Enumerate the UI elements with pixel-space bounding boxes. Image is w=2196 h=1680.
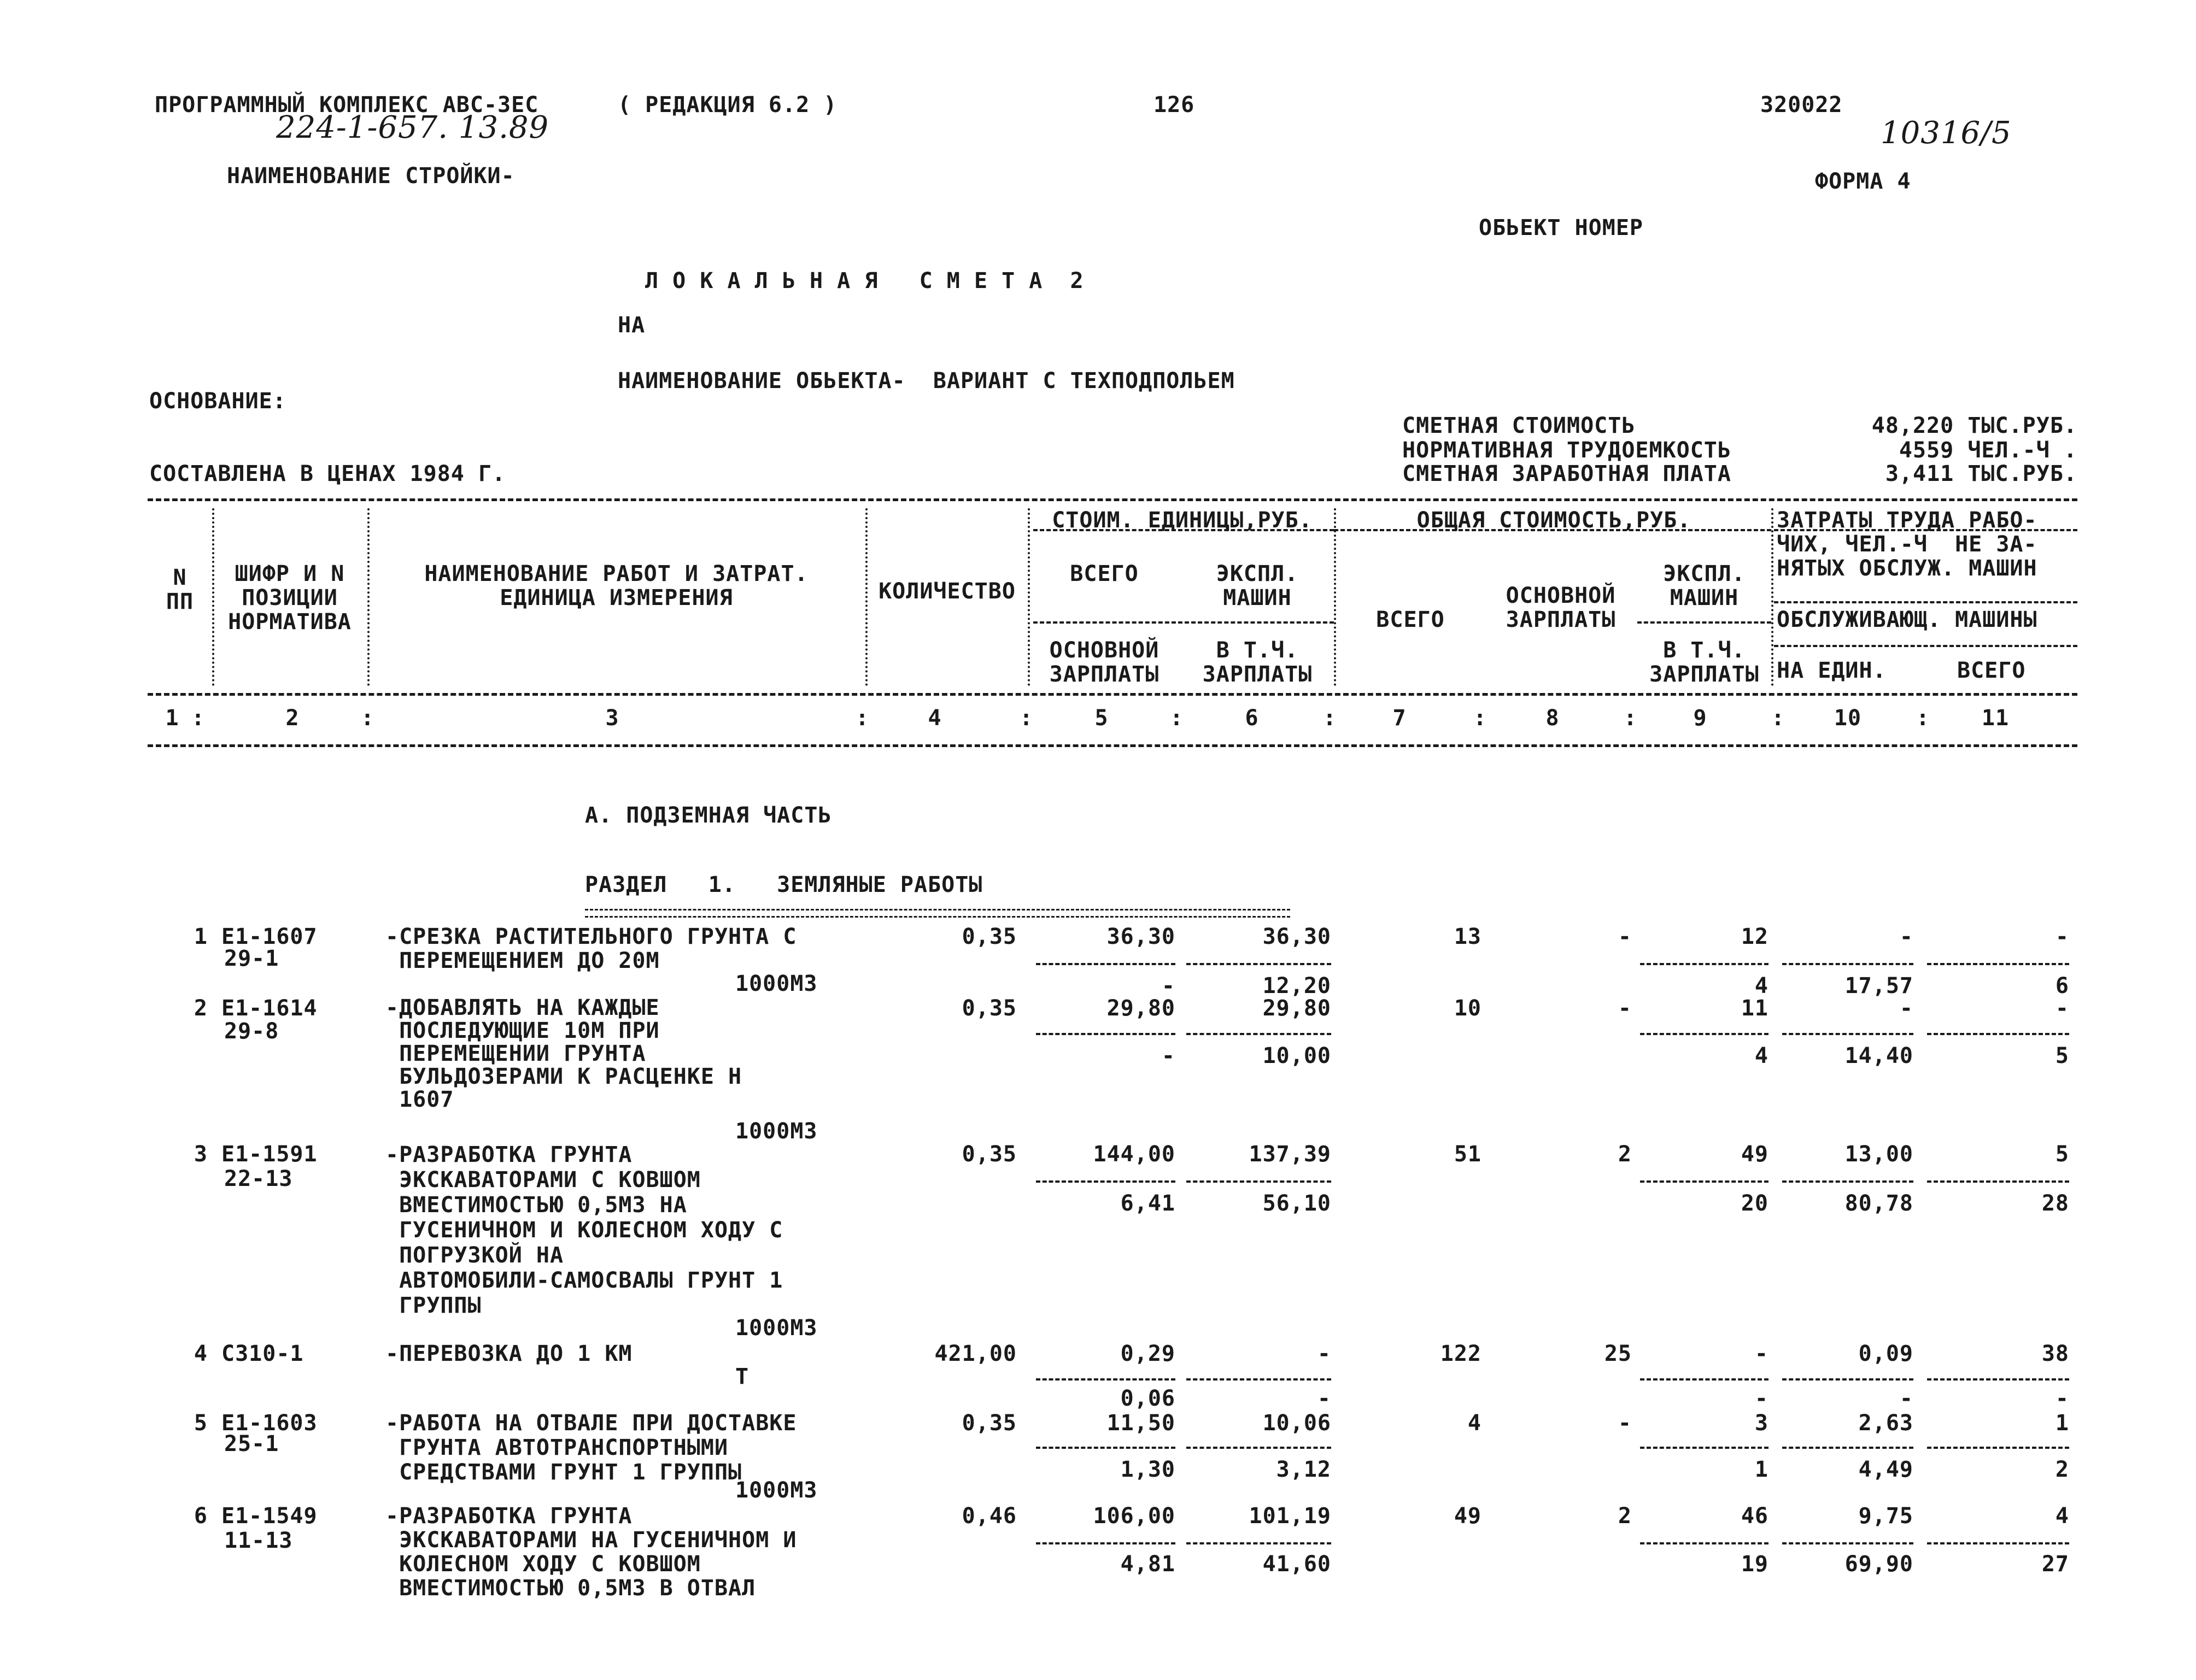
row-divider bbox=[1782, 1033, 1913, 1035]
col-header-total-all: ВСЕГО bbox=[1376, 607, 1445, 632]
row-divider bbox=[1640, 1447, 1768, 1449]
col-header-labor-machines: ОБСЛУЖИВАЮЩ. МАШИНЫ bbox=[1777, 607, 2037, 632]
row-unit-total: 144,00 bbox=[1093, 1142, 1175, 1167]
col-sep: : bbox=[1473, 706, 1488, 731]
row-divider bbox=[1186, 1180, 1331, 1183]
row-number: 3 bbox=[194, 1142, 208, 1167]
row-total-basic-wage: - bbox=[1618, 996, 1632, 1021]
row-work-name: -РАЗРАБОТКА ГРУНТА ЭКСКАВАТОРАМИ С КОВШОМ ВМЕСТИМОСТЬЮ 0,5М3 НА ГУСЕНИЧНОМ И КОЛЕСНОМ ХОДУ С ПОГРУЗКОЙ НА АВТОМОБИЛИ-САМОСВАЛЫ ГРУНТ 1 ГРУППЫ bbox=[385, 1142, 783, 1318]
row-divider bbox=[1640, 1033, 1768, 1035]
col-header-total-basic-wage: ОСНОВНОЙ ЗАРПЛАТЫ bbox=[1506, 583, 1616, 632]
row-unit-basic-wage: 1,30 bbox=[1120, 1457, 1175, 1482]
row-unit-total: 11,50 bbox=[1106, 1411, 1175, 1436]
row-total-basic-wage: - bbox=[1618, 1411, 1632, 1436]
row-divider bbox=[1186, 1033, 1331, 1035]
row-labor-per-unit: - bbox=[1899, 996, 1913, 1021]
col-divider bbox=[1771, 508, 1773, 686]
col-header-unit-incl-wage: В Т.Ч. ЗАРПЛАТЫ bbox=[1202, 638, 1313, 687]
form-label: ФОРМА 4 bbox=[1815, 169, 1911, 194]
row-unit-incl-wage: 56,10 bbox=[1262, 1191, 1331, 1216]
col-number-2: 2 bbox=[285, 706, 300, 731]
row-total-machines: 12 bbox=[1741, 924, 1768, 949]
col-number-8: 8 bbox=[1545, 706, 1560, 731]
row-unit-incl-wage: 12,20 bbox=[1262, 973, 1331, 998]
sub-rule bbox=[1774, 645, 2077, 647]
row-code: Е1-1614 bbox=[221, 996, 318, 1021]
row-code-sub: 29-1 bbox=[224, 946, 279, 971]
row-unit-incl-wage: 41,60 bbox=[1262, 1552, 1331, 1577]
row-divider bbox=[1036, 963, 1175, 965]
row-total-incl-wage: 4 bbox=[1754, 973, 1768, 998]
row-divider bbox=[1782, 1542, 1913, 1544]
row-number: 5 bbox=[194, 1411, 208, 1436]
row-unit-total: 0,29 bbox=[1120, 1341, 1175, 1366]
row-labor-per-unit: 13,00 bbox=[1844, 1142, 1913, 1167]
row-total: 4 bbox=[1467, 1411, 1481, 1436]
col-header-total-cost: ОБЩАЯ СТОИМОСТЬ,РУБ. bbox=[1416, 508, 1691, 533]
header-bottom-rule bbox=[148, 744, 2077, 747]
row-labor-total: - bbox=[2055, 924, 2069, 949]
row-total-incl-wage: 19 bbox=[1741, 1552, 1768, 1577]
sub-rule bbox=[1637, 621, 1771, 624]
summary-label-wage: СМЕТНАЯ ЗАРАБОТНАЯ ПЛАТА bbox=[1402, 461, 1731, 486]
part-title: А. ПОДЗЕМНАЯ ЧАСТЬ bbox=[585, 803, 832, 828]
row-total: 51 bbox=[1454, 1142, 1481, 1167]
row-divider bbox=[1640, 1542, 1768, 1544]
estimate-for: НА bbox=[618, 313, 646, 338]
col-header-labor: ЗАТРАТЫ ТРУДА РАБО- ЧИХ, ЧЕЛ.-Ч НЕ ЗА- НЯТЫХ ОБСЛУЖ. МАШИН bbox=[1777, 508, 2037, 581]
row-divider bbox=[1927, 1378, 2069, 1381]
row-code: Е1-1591 bbox=[221, 1142, 318, 1167]
col-header-quantity: КОЛИЧЕСТВО bbox=[879, 579, 1016, 604]
row-code: Е1-1549 bbox=[221, 1503, 318, 1529]
section-title: РАЗДЕЛ 1. ЗЕМЛЯНЫЕ РАБОТЫ bbox=[585, 872, 983, 897]
row-total: 122 bbox=[1440, 1341, 1481, 1366]
col-number-5: 5 bbox=[1094, 706, 1109, 731]
col-sep: : bbox=[1771, 706, 1785, 731]
row-labor-machines-total: 27 bbox=[2041, 1552, 2069, 1577]
row-work-name: -СРЕЗКА РАСТИТЕЛЬНОГО ГРУНТА С ПЕРЕМЕЩЕНИЕМ ДО 20М bbox=[385, 924, 797, 973]
row-work-name: -ПЕРЕВОЗКА ДО 1 КМ bbox=[385, 1341, 633, 1366]
edition: ( РЕДАКЦИЯ 6.2 ) bbox=[618, 92, 838, 118]
row-total-basic-wage: 25 bbox=[1604, 1341, 1632, 1366]
row-total-incl-wage: 20 bbox=[1741, 1191, 1768, 1216]
row-divider bbox=[1036, 1378, 1175, 1381]
object-number-label: ОБЬЕКТ НОМЕР bbox=[1479, 215, 1643, 240]
row-unit-machines: 10,06 bbox=[1262, 1411, 1331, 1436]
row-total-machines: 3 bbox=[1754, 1411, 1768, 1436]
row-divider bbox=[1927, 1447, 2069, 1449]
row-unit-incl-wage: 3,12 bbox=[1276, 1457, 1331, 1482]
row-unit-basic-wage: - bbox=[1161, 973, 1175, 998]
col-number-7: 7 bbox=[1392, 706, 1407, 731]
row-labor-total: 38 bbox=[2041, 1341, 2069, 1366]
row-total-machines: - bbox=[1754, 1341, 1768, 1366]
col-number-3: 3 bbox=[605, 706, 619, 731]
row-quantity: 0,35 bbox=[962, 1142, 1017, 1167]
row-labor-per-unit: - bbox=[1899, 924, 1913, 949]
row-labor-machines-unit: 14,40 bbox=[1844, 1043, 1913, 1068]
construction-name-label: НАИМЕНОВАНИЕ СТРОЙКИ- bbox=[227, 163, 515, 189]
row-total-machines: 46 bbox=[1741, 1503, 1768, 1529]
prices-basis: СОСТАВЛЕНА В ЦЕНАХ 1984 Г. bbox=[149, 461, 506, 486]
row-divider bbox=[1782, 1378, 1913, 1381]
col-divider bbox=[1334, 508, 1336, 686]
row-quantity: 421,00 bbox=[934, 1341, 1017, 1366]
col-divider bbox=[1028, 508, 1030, 686]
col-number-1: 1 bbox=[165, 706, 179, 731]
row-code: Е1-1607 bbox=[221, 924, 318, 949]
row-divider bbox=[1186, 963, 1331, 965]
basis-label: ОСНОВАНИЕ: bbox=[149, 389, 286, 414]
section-underline bbox=[585, 909, 1290, 918]
header-top-rule bbox=[148, 498, 2077, 501]
col-sep: : bbox=[361, 706, 375, 731]
col-header-unit-cost: СТОИМ. ЕДИНИЦЫ,РУБ. bbox=[1052, 508, 1313, 533]
row-divider bbox=[1036, 1033, 1175, 1035]
col-number-11: 11 bbox=[1981, 706, 2010, 731]
row-total-basic-wage: 2 bbox=[1618, 1503, 1632, 1529]
row-unit-total: 29,80 bbox=[1106, 996, 1175, 1021]
row-total-basic-wage: - bbox=[1618, 924, 1632, 949]
document-code: 320022 bbox=[1760, 92, 1843, 118]
col-header-work-name: НАИМЕНОВАНИЕ РАБОТ И ЗАТРАТ. ЕДИНИЦА ИЗМЕРЕНИЯ bbox=[424, 561, 809, 610]
handwritten-reference: 224-1-657. 13.89 bbox=[276, 110, 549, 145]
row-labor-total: 4 bbox=[2055, 1503, 2069, 1529]
summary-label-cost: СМЕТНАЯ СТОИМОСТЬ bbox=[1402, 413, 1636, 438]
row-labor-machines-total: - bbox=[2055, 1386, 2069, 1411]
row-unit: 1000М3 bbox=[735, 971, 818, 996]
header-mid-rule bbox=[148, 693, 2077, 696]
col-header-labor-total: ВСЕГО bbox=[1957, 658, 2026, 683]
row-code-sub: 29-8 bbox=[224, 1019, 279, 1044]
row-divider bbox=[1927, 1033, 2069, 1035]
col-header-labor-per-unit: НА ЕДИН. bbox=[1777, 658, 1887, 683]
row-unit-total: 36,30 bbox=[1106, 924, 1175, 949]
row-total-incl-wage: 4 bbox=[1754, 1043, 1768, 1068]
col-sep: : bbox=[1916, 706, 1930, 731]
row-unit: 1000М3 bbox=[735, 1478, 818, 1503]
row-code: Е1-1603 bbox=[221, 1411, 318, 1436]
row-code-sub: 25-1 bbox=[224, 1431, 279, 1456]
row-unit-basic-wage: 4,81 bbox=[1120, 1552, 1175, 1577]
row-divider bbox=[1927, 963, 2069, 965]
row-total: 49 bbox=[1454, 1503, 1481, 1529]
row-work-name: -ДОБАВЛЯТЬ НА КАЖДЫЕ ПОСЛЕДУЮЩИЕ 10М ПРИ ПЕРЕМЕЩЕНИИ ГРУНТА БУЛЬДОЗЕРАМИ К РАСЦЕНКЕ Н 1607 bbox=[385, 995, 742, 1112]
row-number: 2 bbox=[194, 996, 208, 1021]
row-unit-machines: - bbox=[1317, 1341, 1331, 1366]
col-header-number: N ПП bbox=[166, 565, 194, 614]
row-labor-per-unit: 2,63 bbox=[1858, 1411, 1913, 1436]
row-labor-machines-unit: 4,49 bbox=[1858, 1457, 1913, 1482]
row-unit-machines: 137,39 bbox=[1249, 1142, 1331, 1167]
row-unit-machines: 29,80 bbox=[1262, 996, 1331, 1021]
row-divider bbox=[1036, 1447, 1175, 1449]
row-labor-per-unit: 0,09 bbox=[1858, 1341, 1913, 1366]
col-number-4: 4 bbox=[928, 706, 942, 731]
row-unit-incl-wage: 10,00 bbox=[1262, 1043, 1331, 1068]
row-labor-total: - bbox=[2055, 996, 2069, 1021]
row-divider bbox=[1036, 1542, 1175, 1544]
row-total-incl-wage: - bbox=[1754, 1386, 1768, 1411]
handwritten-archive-number: 10316/5 bbox=[1881, 115, 2012, 151]
program-name: ПРОГРАММНЫЙ КОМПЛЕКС АВС-3ЕС bbox=[155, 92, 539, 118]
row-divider bbox=[1186, 1447, 1331, 1449]
row-labor-machines-total: 5 bbox=[2055, 1043, 2069, 1068]
row-quantity: 0,46 bbox=[962, 1503, 1017, 1529]
row-unit-incl-wage: - bbox=[1317, 1386, 1331, 1411]
row-total-machines: 11 bbox=[1741, 996, 1768, 1021]
row-labor-machines-unit: - bbox=[1899, 1386, 1913, 1411]
col-header-unit-basic-wage: ОСНОВНОЙ ЗАРПЛАТЫ bbox=[1049, 638, 1160, 687]
row-code: С310-1 bbox=[221, 1341, 304, 1366]
row-labor-total: 5 bbox=[2055, 1142, 2069, 1167]
row-unit-total: 106,00 bbox=[1093, 1503, 1175, 1529]
row-divider bbox=[1186, 1378, 1331, 1381]
row-divider bbox=[1036, 1180, 1175, 1183]
row-total-machines: 49 bbox=[1741, 1142, 1768, 1167]
row-code-sub: 22-13 bbox=[224, 1166, 293, 1191]
col-number-10: 10 bbox=[1834, 706, 1862, 731]
row-unit-basic-wage: 0,06 bbox=[1120, 1386, 1175, 1411]
summary-label-labor: НОРМАТИВНАЯ ТРУДОЕМКОСТЬ bbox=[1402, 438, 1731, 463]
row-work-name: -РАБОТА НА ОТВАЛЕ ПРИ ДОСТАВКЕ ГРУНТА АВТОТРАНСПОРТНЫМИ СРЕДСТВАМИ ГРУНТ 1 ГРУППЫ bbox=[385, 1411, 797, 1485]
col-sep: : bbox=[1323, 706, 1337, 731]
row-divider bbox=[1640, 963, 1768, 965]
row-quantity: 0,35 bbox=[962, 1411, 1017, 1436]
object-name: НАИМЕНОВАНИЕ ОБЬЕКТА- ВАРИАНТ С ТЕХПОДПОЛЬЕМ bbox=[618, 368, 1235, 393]
row-divider bbox=[1640, 1180, 1768, 1183]
row-unit-basic-wage: - bbox=[1161, 1043, 1175, 1068]
row-total-basic-wage: 2 bbox=[1618, 1142, 1632, 1167]
row-number: 1 bbox=[194, 924, 208, 949]
row-divider bbox=[1927, 1180, 2069, 1183]
row-divider bbox=[1927, 1542, 2069, 1544]
row-work-name: -РАЗРАБОТКА ГРУНТА ЭКСКАВАТОРАМИ НА ГУСЕНИЧНОМ И КОЛЕСНОМ ХОДУ С КОВШОМ ВМЕСТИМОСТЬЮ 0,5М3 В ОТВАЛ bbox=[385, 1503, 797, 1601]
row-labor-machines-total: 6 bbox=[2055, 973, 2069, 998]
col-sep: : bbox=[1170, 706, 1184, 731]
row-number: 4 bbox=[194, 1341, 208, 1366]
row-labor-total: 1 bbox=[2055, 1411, 2069, 1436]
row-divider bbox=[1782, 1180, 1913, 1183]
col-sep: : bbox=[191, 706, 206, 731]
row-quantity: 0,35 bbox=[962, 996, 1017, 1021]
row-labor-machines-total: 28 bbox=[2041, 1191, 2069, 1216]
row-divider bbox=[1640, 1378, 1768, 1381]
col-header-code: ШИФР И N ПОЗИЦИИ НОРМАТИВА bbox=[228, 561, 352, 635]
row-labor-per-unit: 9,75 bbox=[1858, 1503, 1913, 1529]
row-unit: 1000М3 bbox=[735, 1119, 818, 1144]
row-total: 10 bbox=[1454, 996, 1481, 1021]
col-sep: : bbox=[856, 706, 870, 731]
row-total: 13 bbox=[1454, 924, 1481, 949]
row-number: 6 bbox=[194, 1503, 208, 1529]
row-unit-basic-wage: 6,41 bbox=[1120, 1191, 1175, 1216]
sub-rule bbox=[1033, 621, 1334, 624]
row-unit-machines: 36,30 bbox=[1262, 924, 1331, 949]
col-number-9: 9 bbox=[1693, 706, 1707, 731]
row-total-incl-wage: 1 bbox=[1754, 1457, 1768, 1482]
row-unit-machines: 101,19 bbox=[1249, 1503, 1331, 1529]
row-labor-machines-unit: 69,90 bbox=[1844, 1552, 1913, 1577]
row-labor-machines-total: 2 bbox=[2055, 1457, 2069, 1482]
row-labor-machines-unit: 80,78 bbox=[1844, 1191, 1913, 1216]
row-labor-machines-unit: 17,57 bbox=[1844, 973, 1913, 998]
row-quantity: 0,35 bbox=[962, 924, 1017, 949]
col-header-total-machines: ЭКСПЛ. МАШИН bbox=[1663, 561, 1746, 610]
col-sep: : bbox=[1624, 706, 1638, 731]
summary-value-wage: 3,411 ТЫС.РУБ. bbox=[1885, 461, 2077, 486]
sub-rule bbox=[1774, 601, 2077, 603]
page-number: 126 bbox=[1153, 92, 1195, 118]
col-header-unit-total: ВСЕГО bbox=[1070, 561, 1139, 586]
row-unit: Т bbox=[735, 1364, 749, 1389]
row-code-sub: 11-13 bbox=[224, 1528, 293, 1553]
row-divider bbox=[1186, 1542, 1331, 1544]
estimate-title: Л О К А Л Ь Н А Я С М Е Т А 2 bbox=[645, 268, 1084, 293]
col-header-unit-machines: ЭКСПЛ. МАШИН bbox=[1216, 561, 1299, 610]
row-unit: 1000М3 bbox=[735, 1315, 818, 1341]
summary-value-labor: 4559 ЧЕЛ.-Ч . bbox=[1899, 438, 2077, 463]
col-header-total-incl-wage: В Т.Ч. ЗАРПЛАТЫ bbox=[1649, 638, 1759, 687]
col-number-6: 6 bbox=[1245, 706, 1259, 731]
row-divider bbox=[1782, 1447, 1913, 1449]
summary-value-cost: 48,220 ТЫС.РУБ. bbox=[1871, 413, 2077, 438]
col-sep: : bbox=[1020, 706, 1034, 731]
row-divider bbox=[1782, 963, 1913, 965]
